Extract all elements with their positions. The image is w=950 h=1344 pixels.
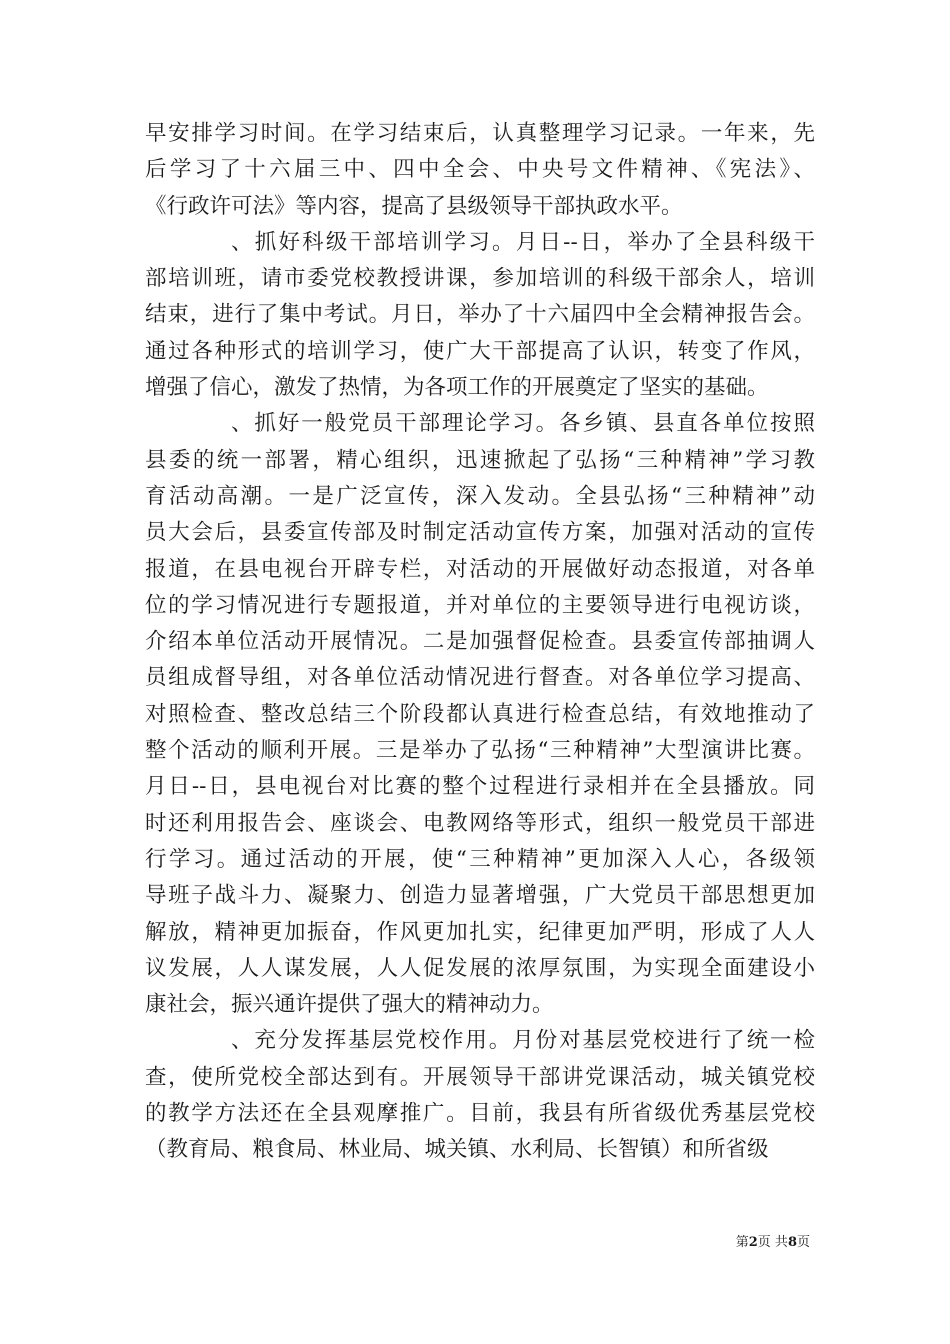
text-line: 整个活动的顺利开展。三是举办了弘扬“三种精神”大型演讲比赛。 (145, 738, 815, 764)
text-line: 介绍本单位活动开展情况。二是加强督促检查。县委宣传部抽调人 (145, 629, 815, 655)
text-line: 育活动高潮。一是广泛宣传，深入发动。全县弘扬“三种精神”动 (145, 483, 815, 509)
text-line: 的教学方法还在全县观摩推广。目前，我县有所省级优秀基层党校 (145, 1101, 815, 1127)
text-line: 县委的统一部署，精心组织，迅速掀起了弘扬“三种精神”学习教 (145, 447, 815, 473)
text-line: 、抓好一般党员干部理论学习。各乡镇、县直各单位按照 (231, 411, 815, 437)
footer-middle: 页 共 (757, 1235, 788, 1250)
text-line: 月日--日，县电视台对比赛的整个过程进行录相并在全县播放。同 (145, 774, 815, 800)
text-line: 《行政许可法》等内容，提高了县级领导干部执政水平。 (145, 193, 683, 219)
text-line: 员组成督导组，对各单位活动情况进行督查。对各单位学习提高、 (145, 665, 815, 691)
text-line: 后学习了十六届三中、四中全会、中央号文件精神、《宪法》、 (145, 157, 815, 183)
text-line: 报道，在县电视台开辟专栏，对活动的开展做好动态报道，对各单 (145, 556, 815, 582)
text-line: 、充分发挥基层党校作用。月份对基层党校进行了统一检 (231, 1028, 815, 1054)
text-line: 议发展，人人谋发展，人人促发展的浓厚氛围，为实现全面建设小 (145, 955, 815, 981)
text-line: 对照检查、整改总结三个阶段都认真进行检查总结，有效地推动了 (145, 701, 815, 727)
current-page-number: 2 (748, 1235, 758, 1250)
text-line: 、抓好科级干部培训学习。月日--日，举办了全县科级干 (231, 229, 815, 255)
text-line: 解放，精神更加振奋，作风更加扎实，纪律更加严明，形成了人人 (145, 919, 815, 945)
text-line: 查，使所党校全部达到有。开展领导干部讲党课活动，城关镇党校 (145, 1064, 815, 1090)
text-line: （教育局、粮食局、林业局、城关镇、水利局、长智镇）和所省级 (145, 1137, 769, 1163)
total-pages-number: 8 (787, 1235, 797, 1250)
footer-prefix: 第 (735, 1235, 749, 1250)
text-line: 早安排学习时间。在学习结束后，认真整理学习记录。一年来，先 (145, 121, 815, 146)
text-line: 员大会后，县委宣传部及时制定活动宣传方案，加强对活动的宣传 (145, 520, 815, 546)
text-line: 行学习。通过活动的开展，使“三种精神”更加深入人心，各级领 (145, 846, 815, 872)
paragraph (145, 225, 815, 406)
footer-suffix: 页 (796, 1235, 810, 1250)
paragraph (145, 116, 815, 225)
text-line: 位的学习情况进行专题报道，并对单位的主要领导进行电视访谈， (145, 592, 815, 618)
text-line: 部培训班，请市委党校教授讲课，参加培训的科级干部余人，培训 (145, 266, 815, 292)
paragraph (145, 1023, 815, 1168)
text-line: 结束，进行了集中考试。月日，举办了十六届四中全会精神报告会。 (145, 302, 815, 328)
page-footer (700, 1231, 810, 1250)
body-text (145, 116, 815, 1169)
text-line: 康社会，振兴通许提供了强大的精神动力。 (145, 992, 554, 1018)
text-line: 导班子战斗力、凝聚力、创造力显著增强，广大党员干部思想更加 (145, 883, 815, 909)
text-line: 时还利用报告会、座谈会、电教网络等形式，组织一般党员干部进 (145, 810, 815, 836)
paragraph (145, 406, 815, 1023)
text-line: 通过各种形式的培训学习，使广大干部提高了认识，转变了作风， (145, 338, 815, 364)
text-line: 增强了信心，激发了热情，为各项工作的开展奠定了坚实的基础。 (145, 375, 769, 401)
